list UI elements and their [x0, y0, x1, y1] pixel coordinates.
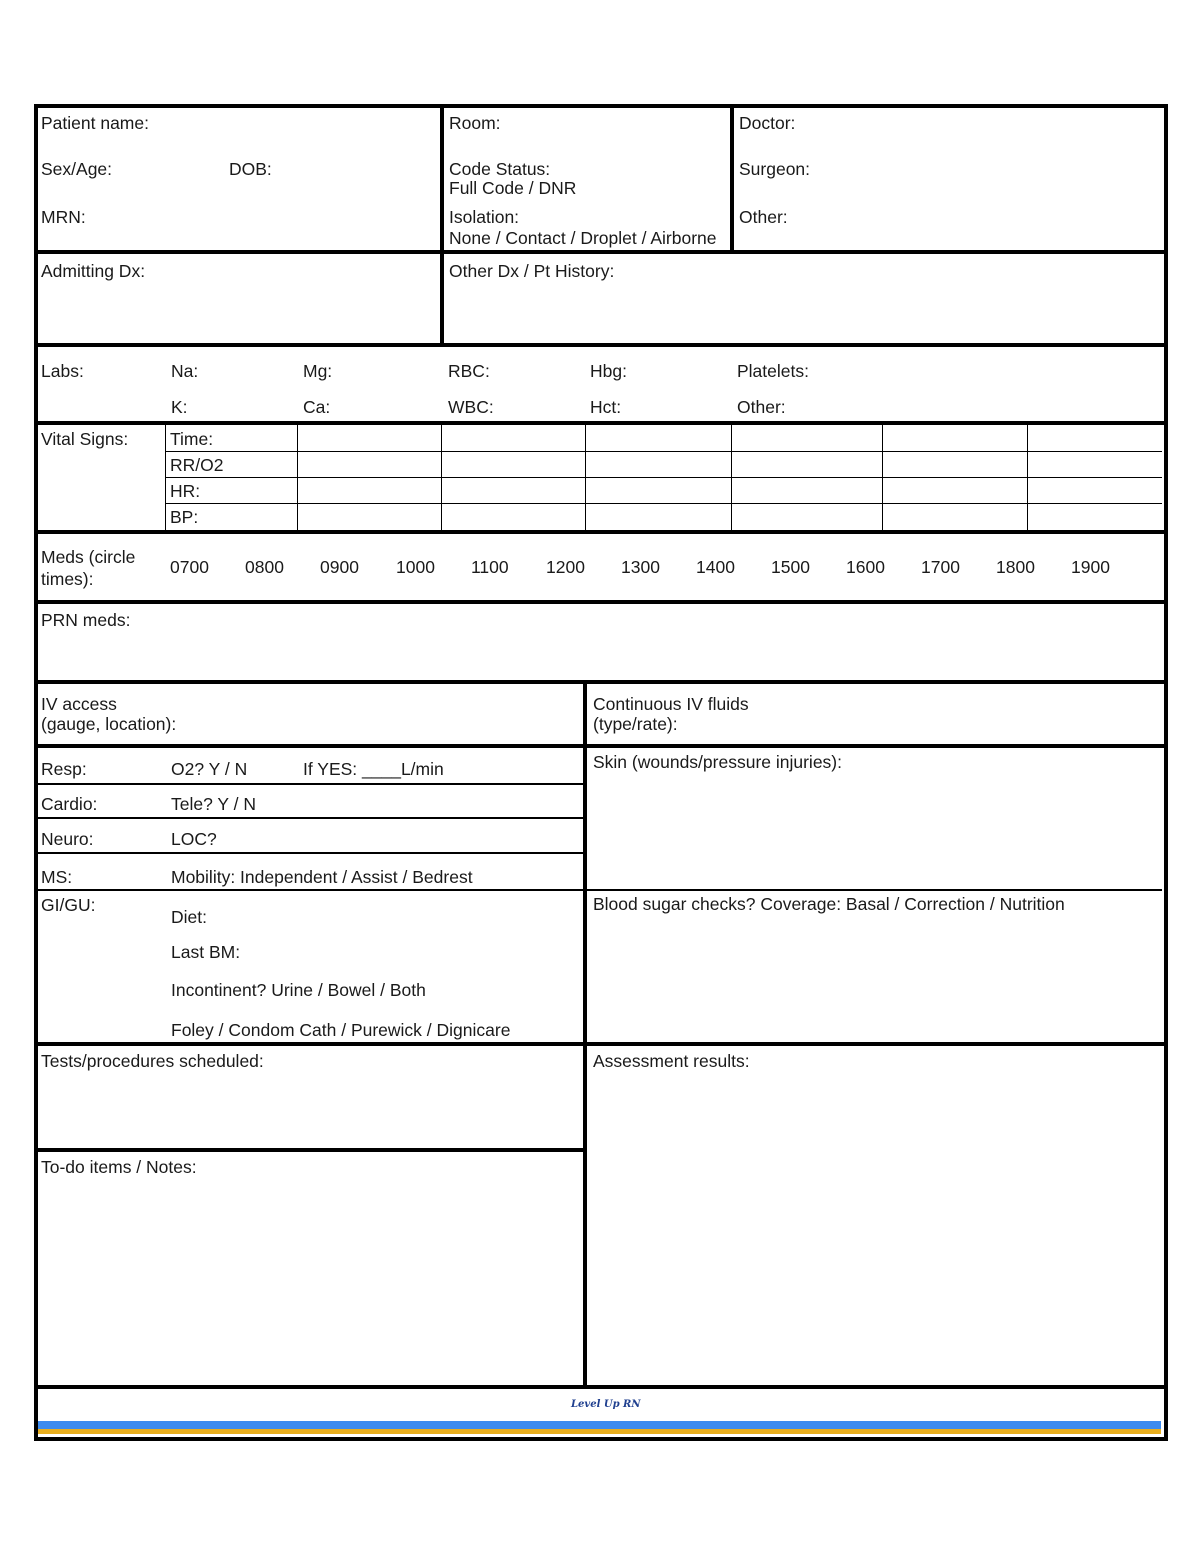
divider — [730, 104, 734, 252]
todo-notes-label[interactable]: To-do items / Notes: — [41, 1157, 197, 1177]
prn-meds-label[interactable]: PRN meds: — [41, 610, 131, 630]
incontinent-options[interactable]: Incontinent? Urine / Bowel / Both — [171, 980, 426, 1000]
divider — [34, 343, 1168, 347]
room-label[interactable]: Room: — [449, 113, 501, 133]
med-time-0700[interactable]: 0700 — [170, 557, 209, 577]
med-time-1300[interactable]: 1300 — [621, 557, 660, 577]
lab-rbc[interactable]: RBC: — [448, 361, 490, 381]
vitals-row-line — [166, 503, 1162, 504]
footer-stripe-gold — [38, 1429, 1161, 1434]
med-time-0900[interactable]: 0900 — [320, 557, 359, 577]
divider — [583, 680, 587, 1387]
med-time-1100[interactable]: 1100 — [471, 557, 509, 577]
divider — [34, 1148, 586, 1152]
med-time-1500[interactable]: 1500 — [771, 557, 810, 577]
gigu-label: GI/GU: — [41, 895, 96, 915]
divider — [34, 680, 1168, 684]
vital-signs-label: Vital Signs: — [41, 429, 129, 449]
divider — [34, 1385, 1168, 1389]
tests-procedures-label[interactable]: Tests/procedures scheduled: — [41, 1051, 264, 1071]
vitals-row-bp[interactable]: BP: — [170, 507, 199, 527]
row-line — [38, 852, 584, 854]
row-line — [38, 889, 1162, 891]
divider — [34, 530, 1168, 534]
assessment-results-label[interactable]: Assessment results: — [593, 1051, 750, 1071]
med-time-1000[interactable]: 1000 — [396, 557, 435, 577]
patient-name-label[interactable]: Patient name: — [41, 113, 149, 133]
surgeon-label[interactable]: Surgeon: — [739, 159, 811, 179]
vitals-row-line — [166, 451, 1162, 452]
neuro-loc-question[interactable]: LOC? — [171, 829, 217, 849]
doctor-label[interactable]: Doctor: — [739, 113, 796, 133]
vitals-col-line — [297, 425, 298, 530]
lab-k[interactable]: K: — [171, 397, 188, 417]
vitals-row-rr-o2[interactable]: RR/O2 — [170, 455, 224, 475]
footer-stripe-blue — [38, 1421, 1161, 1429]
iv-access-label-line1[interactable]: IV access — [41, 694, 117, 714]
divider — [34, 421, 1168, 425]
meds-label-line2: times): — [41, 569, 94, 589]
lab-wbc[interactable]: WBC: — [448, 397, 494, 417]
divider — [34, 250, 1168, 254]
other-dx-label[interactable]: Other Dx / Pt History: — [449, 261, 615, 281]
isolation-label[interactable]: Isolation: — [449, 207, 520, 227]
divider — [440, 104, 444, 347]
iv-fluids-label-line1[interactable]: Continuous IV fluids — [593, 694, 749, 714]
brand-logo-text: Level Up RN — [571, 1399, 641, 1410]
blood-sugar-label[interactable]: Blood sugar checks? Coverage: Basal / Correction / Nutrition — [593, 894, 1065, 914]
lab-platelets[interactable]: Platelets: — [737, 361, 809, 381]
vitals-col-line — [165, 425, 166, 530]
iv-access-label-line2[interactable]: (gauge, location): — [41, 714, 177, 734]
vitals-row-hr[interactable]: HR: — [170, 481, 201, 501]
med-time-1400[interactable]: 1400 — [696, 557, 735, 577]
mrn-label[interactable]: MRN: — [41, 207, 86, 227]
med-time-1600[interactable]: 1600 — [846, 557, 885, 577]
resp-label: Resp: — [41, 759, 87, 779]
row-line — [38, 783, 584, 785]
diet-label[interactable]: Diet: — [171, 907, 207, 927]
lab-other[interactable]: Other: — [737, 397, 786, 417]
dob-label[interactable]: DOB: — [229, 159, 272, 179]
med-time-1700[interactable]: 1700 — [921, 557, 960, 577]
ms-label: MS: — [41, 867, 73, 887]
med-time-0800[interactable]: 0800 — [245, 557, 284, 577]
vitals-col-line — [731, 425, 732, 530]
labs-label: Labs: — [41, 361, 84, 381]
vitals-row-time[interactable]: Time: — [170, 429, 214, 449]
lab-mg[interactable]: Mg: — [303, 361, 333, 381]
meds-label-line1: Meds (circle — [41, 547, 136, 567]
isolation-options[interactable]: None / Contact / Droplet / Airborne — [449, 228, 717, 248]
resp-o2-rate[interactable]: If YES: ____L/min — [303, 759, 444, 779]
vitals-col-line — [585, 425, 586, 530]
lab-ca[interactable]: Ca: — [303, 397, 331, 417]
vitals-col-line — [441, 425, 442, 530]
cardio-label: Cardio: — [41, 794, 98, 814]
resp-o2-question[interactable]: O2? Y / N — [171, 759, 248, 779]
lab-hct[interactable]: Hct: — [590, 397, 622, 417]
vitals-col-line — [1027, 425, 1028, 530]
code-status-label[interactable]: Code Status: — [449, 159, 551, 179]
cardio-tele-question[interactable]: Tele? Y / N — [171, 794, 256, 814]
divider — [34, 600, 1168, 604]
divider — [34, 744, 1168, 748]
skin-label[interactable]: Skin (wounds/pressure injuries): — [593, 752, 842, 772]
lab-na[interactable]: Na: — [171, 361, 199, 381]
ms-mobility-options[interactable]: Mobility: Independent / Assist / Bedrest — [171, 867, 473, 887]
med-time-1900[interactable]: 1900 — [1071, 557, 1110, 577]
vitals-col-line — [882, 425, 883, 530]
vitals-row-line — [166, 477, 1162, 478]
code-status-options[interactable]: Full Code / DNR — [449, 178, 577, 198]
neuro-label: Neuro: — [41, 829, 94, 849]
catheter-options[interactable]: Foley / Condom Cath / Purewick / Dignicare — [171, 1020, 511, 1040]
row-line — [38, 817, 584, 819]
other-provider-label[interactable]: Other: — [739, 207, 788, 227]
med-time-1200[interactable]: 1200 — [546, 557, 585, 577]
med-time-1800[interactable]: 1800 — [996, 557, 1035, 577]
admitting-dx-label[interactable]: Admitting Dx: — [41, 261, 146, 281]
divider — [34, 1042, 1168, 1046]
sex-age-label[interactable]: Sex/Age: — [41, 159, 113, 179]
iv-fluids-label-line2[interactable]: (type/rate): — [593, 714, 678, 734]
lab-hbg[interactable]: Hbg: — [590, 361, 627, 381]
last-bm-label[interactable]: Last BM: — [171, 942, 241, 962]
